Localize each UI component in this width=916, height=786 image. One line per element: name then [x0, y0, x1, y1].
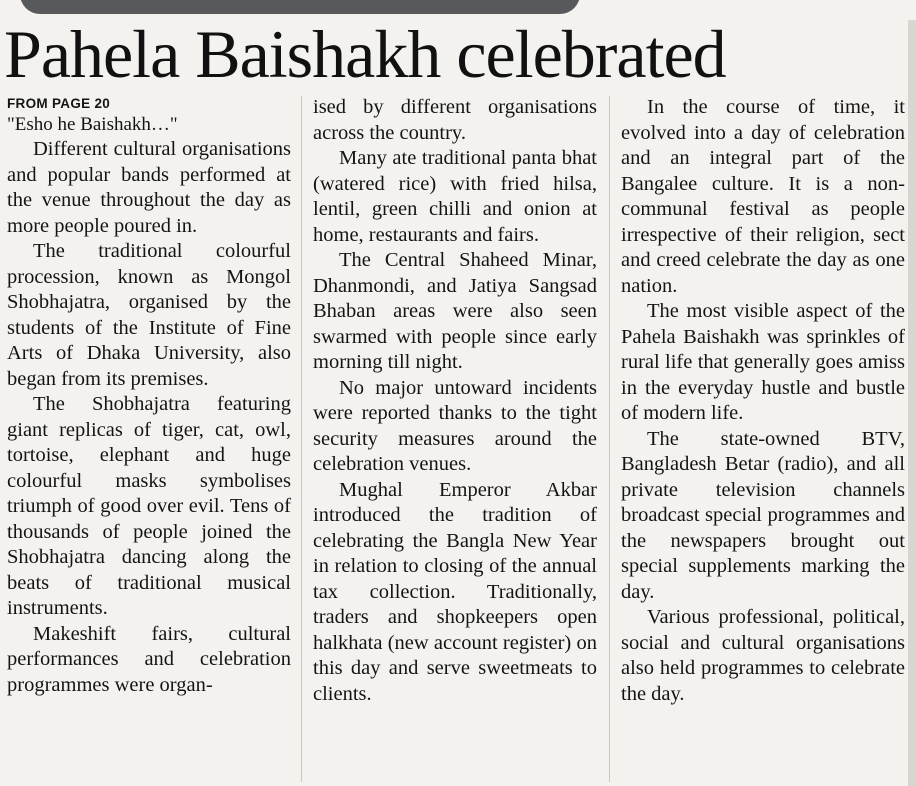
- paragraph: In the course of time, it evolved into a day of celebration and an integral part of the Bangalee culture. It is a non-communal festival as people irrespective of their religion, sect and creed celebrate the day as one nation.: [621, 96, 905, 297]
- paragraph: Makeshift fairs, cultural performances and celebration programmes were organ-: [7, 622, 291, 696]
- article-column-2: [313, 95, 597, 707]
- headline: Pahela Baishakh celebrated: [4, 16, 726, 92]
- column-divider: [301, 96, 302, 782]
- adjacent-column-edge: [908, 20, 916, 786]
- paragraph: The state-owned BTV, Bangladesh Betar (radio), and all private television channels broadcast special programmes and the newspapers brought out special supplements marking the day.: [621, 427, 905, 603]
- paragraph: Mughal Emperor Akbar introduced the tradition of celebrating the Bangla New Year in relation to closing of the annual tax collection. Traditionally, traders and shopkeepers open halkhata (new account register) on this day and serve sweetmeats to clients.: [313, 478, 597, 705]
- column-divider: [609, 96, 610, 782]
- paragraph: No major untoward incidents were reported thanks to the tight security measures around the celebration venues.: [313, 376, 597, 475]
- paragraph-continued: ised by different organisations across the country.: [313, 96, 597, 144]
- paragraph: The most visible aspect of the Pahela Baishakh was sprinkles of rural life that generally goes amiss in the everyday hustle and bustle of modern life.: [621, 300, 905, 424]
- continued-from-label: FROM PAGE 20: [7, 96, 111, 111]
- paragraph: Various professional, political, social and cultural organisations also held programmes to celebrate the day.: [621, 606, 905, 705]
- paragraph: Different cultural organisations and popular bands performed at the venue throughout the day as more people poured in.: [7, 138, 291, 237]
- paragraph: Many ate traditional panta bhat (watered rice) with fried hilsa, lentil, green chilli and onion at home, restaurants and fairs.: [313, 147, 597, 246]
- paragraph: The traditional colourful procession, known as Mongol Shobhajatra, organised by the students of the Institute of Fine Arts of Dhaka University, also began from its premises.: [7, 240, 291, 390]
- paragraph: The Shobhajatra featuring giant replicas of tiger, cat, owl, tortoise, elephant and huge colourful masks symbolises triumph of good over evil. Tens of thousands of people joined the Shobhajatra dancing along the beats of traditional musical instruments.: [7, 393, 291, 619]
- article-column-1: [7, 95, 291, 698]
- top-banner-band: [20, 0, 580, 14]
- article-column-3: [621, 95, 905, 707]
- quote-line: "Esho he Baishakh…": [7, 114, 178, 135]
- paragraph: The Central Shaheed Minar, Dhanmondi, and Jatiya Sangsad Bhaban areas were also seen swarmed with people since early morning till night.: [313, 249, 597, 373]
